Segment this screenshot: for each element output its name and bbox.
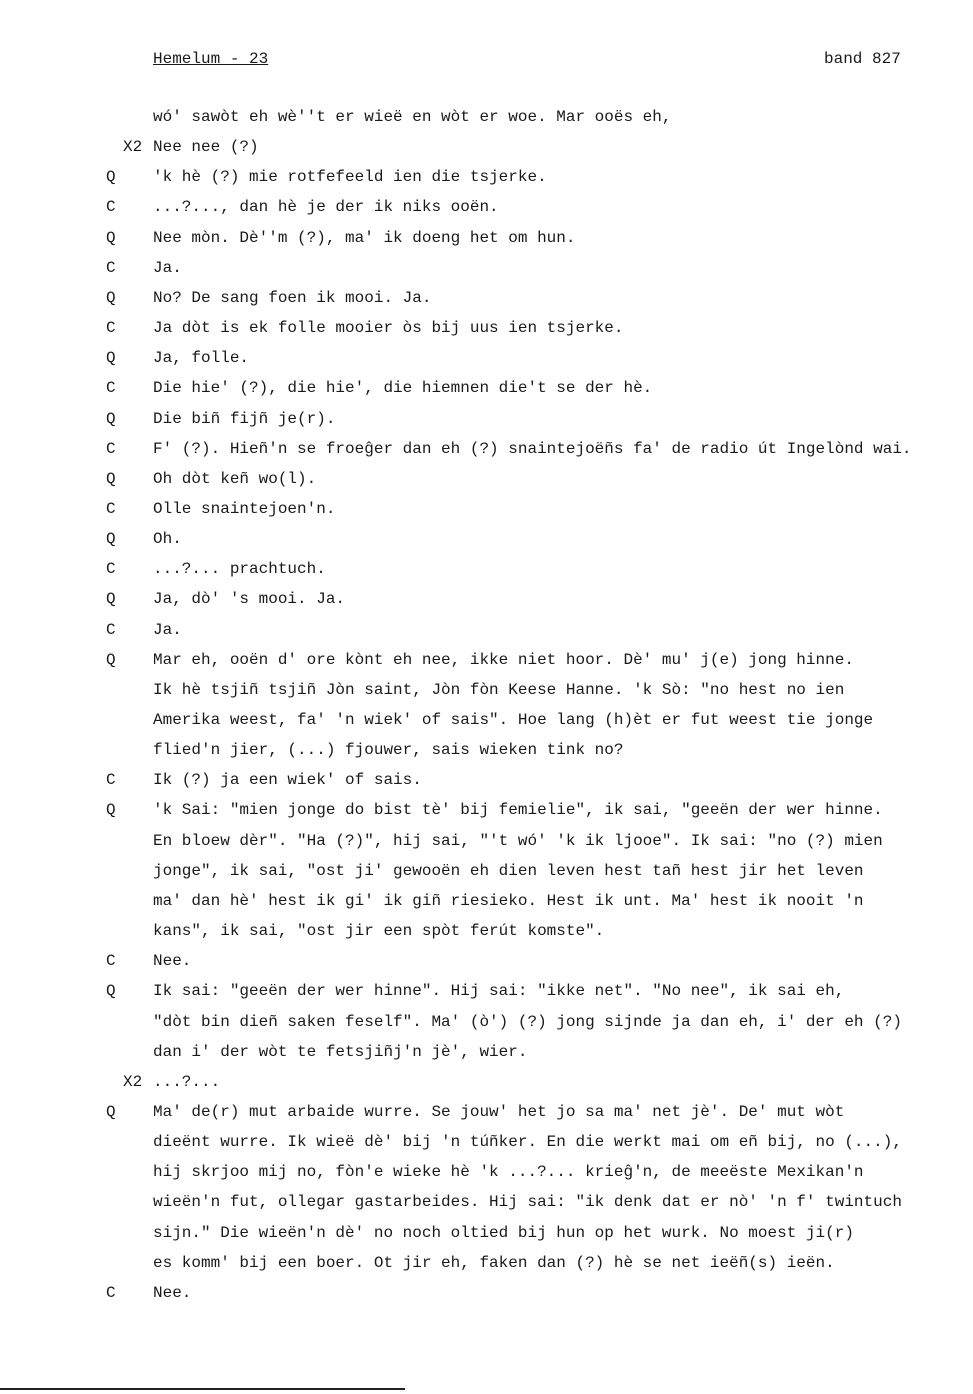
transcript-line: Ja, folle. (153, 349, 250, 367)
transcript-line: "dòt bin dieñ saken feself". Ma' (ò') (?) jong sijnde ja dan eh, i' der eh (?) (153, 1013, 902, 1031)
transcript-line: dan i' der wòt te fetsjiñj'n jè', wier. (153, 1043, 528, 1061)
speaker-label: C (106, 560, 116, 578)
page-header-title: Hemelum - 23 (153, 50, 269, 68)
speaker-label: C (106, 440, 116, 458)
speaker-label: C (106, 500, 116, 518)
speaker-label: X2 (123, 138, 143, 156)
transcript-line: kans", ik sai, "ost jir een spòt ferút komste". (153, 922, 605, 940)
transcript-line: Nee nee (?) (153, 138, 259, 156)
speaker-label: Q (106, 229, 116, 247)
transcript-line: Die biñ fijñ je(r). (153, 410, 336, 428)
speaker-label: C (106, 621, 116, 639)
transcript-line: Nee. (153, 1284, 192, 1302)
speaker-label: Q (106, 470, 116, 488)
band-number: band 827 (824, 50, 901, 68)
speaker-label: Q (106, 590, 116, 608)
speaker-label: X2 (123, 1073, 143, 1091)
transcript-line: Nee mòn. Dè''m (?), ma' ik doeng het om hun. (153, 229, 576, 247)
transcript-line: Ja. (153, 621, 182, 639)
speaker-label: Q (106, 168, 116, 186)
transcript-line: 'k Sai: "mien jonge do bist tè' bij femielie", ik sai, "geeën der wer hinne. (153, 801, 883, 819)
transcript-line: No? De sang foen ik mooi. Ja. (153, 289, 432, 307)
speaker-label: C (106, 319, 116, 337)
transcript-line: Olle snaintejoen'n. (153, 500, 336, 518)
speaker-label: Q (106, 982, 116, 1000)
speaker-label: C (106, 379, 116, 397)
transcript-line: En bloew dèr". "Ha (?)", hij sai, "'t wó' 'k ik ljooe". Ik sai: "no (?) mien (153, 832, 883, 850)
speaker-label: C (106, 259, 116, 277)
speaker-label: C (106, 198, 116, 216)
transcript-line: Oh. (153, 530, 182, 548)
transcript-line: ...?... (153, 1073, 221, 1091)
transcript-line: ...?..., dan hè je der ik niks ooën. (153, 198, 499, 216)
transcript-line: flied'n jier, (...) fjouwer, sais wieken tink no? (153, 741, 624, 759)
speaker-label: Q (106, 410, 116, 428)
speaker-label: Q (106, 1103, 116, 1121)
transcript-line: Oh dòt keñ wo(l). (153, 470, 317, 488)
speaker-label: Q (106, 651, 116, 669)
speaker-label: C (106, 771, 116, 789)
transcript-line: Ik (?) ja een wiek' of sais. (153, 771, 422, 789)
footer-rule (0, 1388, 405, 1390)
transcript-line: sijn." Die wieën'n dè' no noch oltied bij hun op het wurk. No moest ji(r) (153, 1224, 854, 1242)
speaker-label: C (106, 952, 116, 970)
transcript-line: Ja. (153, 259, 182, 277)
transcript-line: wieën'n fut, ollegar gastarbeides. Hij sai: "ik denk dat er nò' 'n f' twintuch (153, 1193, 902, 1211)
speaker-label: Q (106, 530, 116, 548)
speaker-label: Q (106, 289, 116, 307)
transcript-line: dieënt wurre. Ik wieë dè' bij 'n túñker. En die werkt mai om eñ bij, no (...), (153, 1133, 902, 1151)
transcript-line: ...?... prachtuch. (153, 560, 326, 578)
transcript-line: Ja dòt is ek folle mooier òs bij uus ien tsjerke. (153, 319, 624, 337)
speaker-label: Q (106, 801, 116, 819)
transcript-line: hij skrjoo mij no, fòn'e wieke hè 'k ...?... krieĝ'n, de meeëste Mexikan'n (153, 1163, 864, 1181)
transcript-line: F' (?). Hieñ'n se froeĝer dan eh (?) snaintejoëñs fa' de radio út Ingelònd wai. (153, 440, 912, 458)
transcript-line: Ik hè tsjiñ tsjiñ Jòn saint, Jòn fòn Keese Hanne. 'k Sò: "no hest no ien (153, 681, 845, 699)
speaker-label: C (106, 1284, 116, 1302)
transcript-line: jonge", ik sai, "ost ji' gewooën eh dien leven hest tañ hest jir het leven (153, 862, 864, 880)
transcript-line: wó' sawòt eh wè''t er wieë en wòt er woe. Mar ooës eh, (153, 108, 672, 126)
transcript-line: es komm' bij een boer. Ot jir eh, faken dan (?) hè se net ieëñ(s) ieën. (153, 1254, 835, 1272)
transcript-line: 'k hè (?) mie rotfefeeld ien die tsjerke. (153, 168, 547, 186)
transcript-line: Mar eh, ooën d' ore kònt eh nee, ikke niet hoor. Dè' mu' j(e) jong hinne. (153, 651, 854, 669)
transcript-line: Ja, dò' 's mooi. Ja. (153, 590, 346, 608)
transcript-line: Ik sai: "geeën der wer hinne". Hij sai: "ikke net". "No nee", ik sai eh, (153, 982, 845, 1000)
transcript-line: Nee. (153, 952, 192, 970)
transcript-line: Ma' de(r) mut arbaide wurre. Se jouw' het jo sa ma' net jè'. De' mut wòt (153, 1103, 845, 1121)
transcript-line: Amerika weest, fa' 'n wiek' of sais". Hoe lang (h)èt er fut weest tie jonge (153, 711, 874, 729)
transcript-line: ma' dan hè' hest ik gi' ik giñ riesieko. Hest ik unt. Ma' hest ik nooit 'n (153, 892, 864, 910)
transcript-line: Die hie' (?), die hie', die hiemnen die't se der hè. (153, 379, 653, 397)
speaker-label: Q (106, 349, 116, 367)
